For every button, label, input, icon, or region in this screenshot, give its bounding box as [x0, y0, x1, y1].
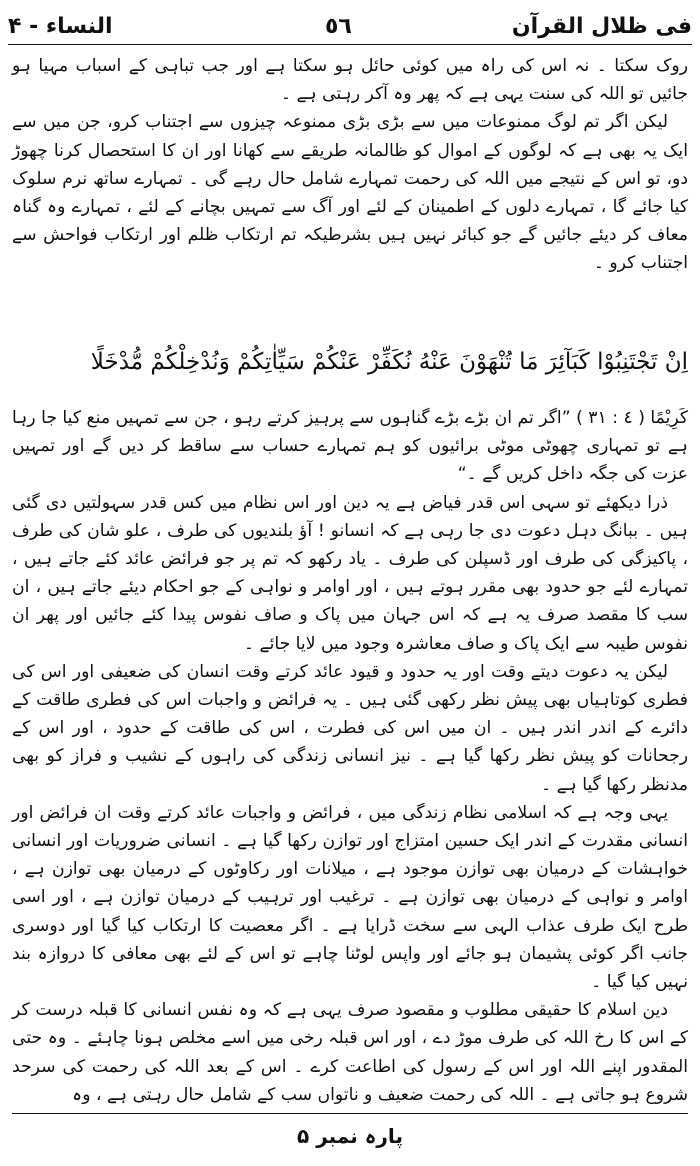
paragraph: کَرِیْمًا ( ٤ : ٣١ ) ”اگر تم ان بڑے بڑے گناہوں سے پرہیز کرتے رہو ، جن سے تمہیں منع کیا جا رہا ہے تو تمہاری چھوٹی موٹی برائیوں کو ہم تمہارے حساب سے ساقط کر دیں گے اور تمہیں عزت کی جگہ داخل کریں گے ۔“ [12, 408, 689, 485]
book-title: فی ظلال القرآن [511, 14, 692, 39]
paragraph: ذرا دیکھئے تو سہی اس قدر فیاض ہے یہ دین اور اس نظام میں کس قدر سہولتیں دی گئی ہیں ۔ ببانگ دہل دعوت دی جا رہی ہے کہ انسانو ! آؤ بلندیوں کی طرف ، علو شان کی طرف ، پاکیزگی کی طرف اور ڈسپلن کی طرف ۔ یاد رکھو کہ تم پر جو فرائض عائد کئے جاتے ہیں ، تمہارے لئے جو حدود بھی مقرر ہوتے ہیں ، اور اوامر و نواہی کے جو احکام دیئے جاتے ہیں ، ان سب کا مقصد صرف یہ ہے کہ اس جہان میں پاک و صاف نفوس پیدا کئے جائیں اور پھر ان نفوس طیبہ سے ایک پاک و صاف معاشرہ وجود میں لایا جائے ۔ [12, 492, 688, 654]
body-text-bottom [12, 404, 688, 1109]
paragraph: یہی وجہ ہے کہ اسلامی نظام زندگی میں ، فرائض و واجبات عائد کرتے وقت ان فرائض اور انسانی مقدرت کے اندر ایک حسین امتزاج اور توازن رکھا گیا ہے ۔ انسانی ضروریات اور انسانی خواہشات کے درمیان بھی توازن موجود ہے ، میلانات اور رکاوٹوں کے درمیان بھی توازن ہے ، اوامر و نواہی کے درمیان بھی توازن ہے ۔ ترغیب اور ترہیب کے درمیان توازن ہے ، اور اسی طرح ایک طرف عذاب الہی سے سخت ڈرایا ہے ۔ اگر معصیت کا ارتکاب کیا گیا اور دوسری جانب اگر کوئی پشیمان ہو جائے اور واپس لوٹنا چاہے تو اس کے لئے بھی معافی کا دروازہ بند نہیں کیا گیا ۔ [12, 802, 688, 993]
footer-rule [12, 1113, 688, 1114]
paragraph: لیکن یہ دعوت دیتے وقت اور یہ حدود و قیود عائد کرتے وقت انسان کی ضعیفی اور اس کی فطری کوتاہیاں بھی پیش نظر رکھی گئی ہیں ۔ یہ فرائض و واجبات اس کی فطری طاقت کے دائرے کے اندر اندر ہیں ۔ ان میں اس کی فطرت ، اس کی طاقت کے حدود ، اور اس کے رجحانات کو پیش نظر رکھا گیا ہے ۔ نیز انسانی زندگی کی راہوں کے نشیب و فراز کو بھی مدنظر رکھا گیا ہے ۔ [12, 661, 688, 795]
quran-verse: اِنْ تَجْتَنِبُوْا كَبَآئِرَ مَا تُنْهَوْنَ عَنْهُ نُكَفِّرْ عَنْكُمْ سَيِّاٰتِكُمْ وَنُدْخِلْكُمْ مُّدْخَلًا [90, 349, 688, 375]
body-text-top [12, 52, 688, 278]
page-number: ٥٦ [325, 14, 352, 39]
para-label: پارہ نمبر ۵ [297, 1124, 403, 1148]
header-rule [8, 44, 692, 45]
surah-label: النساء - ۴ [8, 14, 113, 39]
paragraph: روک سکتا ۔ نہ اس کی راہ میں کوئی حائل ہو سکتا ہے اور جب تباہی کے اسباب مہیا ہو جائیں تو اللہ کی سنت یہی ہے کہ پھر وہ آکر رہتی ہے ۔ [12, 56, 688, 105]
page-header [0, 10, 700, 46]
paragraph: دین اسلام کا حقیقی مطلوب و مقصود صرف یہی ہے کہ وہ نفس انسانی کا قبلہ درست کر کے اس کا رخ اللہ کی طرف موڑ دے ، اور اس قبلہ رخی میں اسے مخلص ہونا چاہئے ۔ وہ حتی المقدور اپنے اللہ اور اس کے رسول کی اطاعت کرے ۔ اس کے بعد اللہ کی رحمت کی سرحد شروع ہو جاتی ہے ۔ اللہ کی رحمت ضعیف و ناتواں سب کے شامل حال رہتی ہے ، وہ [12, 1000, 688, 1105]
paragraph: لیکن اگر تم لوگ ممنوعات میں سے بڑی بڑی ممنوعہ چیزوں سے اجتناب کرو، جن میں سے ایک یہ بھی ہے کہ لوگوں کے اموال کو ظالمانہ طریقے سے کھانا اور ان کا استحصال کرنا چھوڑ دو، تو اس کے نتیجے میں اللہ کی رحمت تمہارے شامل حال رہے گی ۔ تمہارے ساتھ نرم سلوک کیا جائے گا ، تمہارے دلوں کے اطمینان کے لئے اور آگ سے تمہیں بچانے کے لئے ، تمہارے وہ گناہ معاف کر دیئے جائیں گے جو کبائر نہیں ہیں بشرطیکہ تم ارتکاب ظلم اور ارتکاب فواحش سے اجتناب کرو ۔ [12, 112, 688, 274]
